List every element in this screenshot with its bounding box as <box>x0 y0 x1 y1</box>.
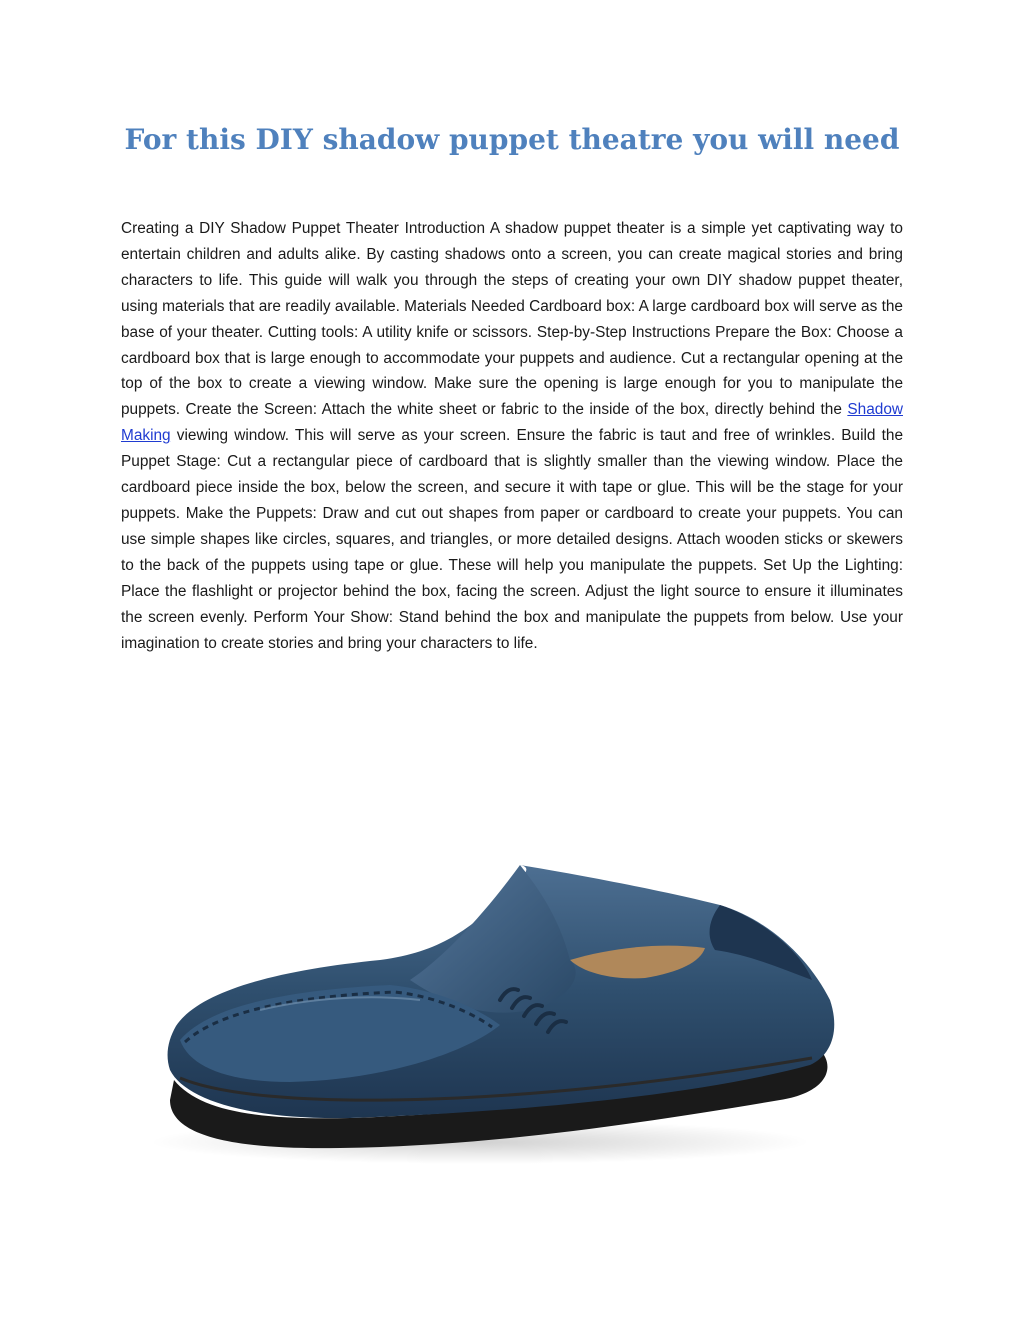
shadow-making-link[interactable]: Shadow Making <box>121 401 903 445</box>
paragraph-text-after-link: viewing window. This will serve as your screen. Ensure the fabric is taut and free of wrinkles. Build the Puppet Stage: Cut a rectangular piece of cardboard that is slightly smaller than the viewing window. Place the cardboard piece inside the box, below the screen, and secure it with tape or glue. This will be the stage for your puppets. Make the Puppets: Draw and cut out shapes from paper or cardboard to create your puppets. You can use simple shapes like circles, squares, and triangles, or more detailed designs. Attach wooden sticks or skewers to the back of the puppets using tape or glue. These will help you manipulate the puppets. Set Up the Lighting: Place the flashlight or projector behind the box, facing the screen. Adjust the light source to ensure it illuminates the screen evenly. Perform Your Show: Stand behind the box and manipulate the puppets from below. Use your imagination to create stories and bring your characters to life. <box>121 427 903 652</box>
paragraph-text-before-link: Creating a DIY Shadow Puppet Theater Introduction A shadow puppet theater is a simple yet captivating way to entertain children and adults alike. By casting shadows onto a screen, you can create magical stories and bring characters to life. This guide will walk you through the steps of creating your own DIY shadow puppet theater, using materials that are readily available. Materials Needed Cardboard box: A large cardboard box will serve as the base of your theater. Cutting tools: A utility knife or scissors. Step-by-Step Instructions Prepare the Box: Choose a cardboard box that is large enough to accommodate your puppets and audience. Cut a rectangular opening at the top of the box to create a viewing window. Make sure the opening is large enough for you to manipulate the puppets. Create the Screen: Attach the white sheet or fabric to the inside of the box, directly behind the <box>121 220 903 419</box>
loafer-shoe-image <box>140 850 840 1170</box>
page-title: For this DIY shadow puppet theatre you will need <box>124 123 900 156</box>
body-paragraph <box>121 216 903 656</box>
